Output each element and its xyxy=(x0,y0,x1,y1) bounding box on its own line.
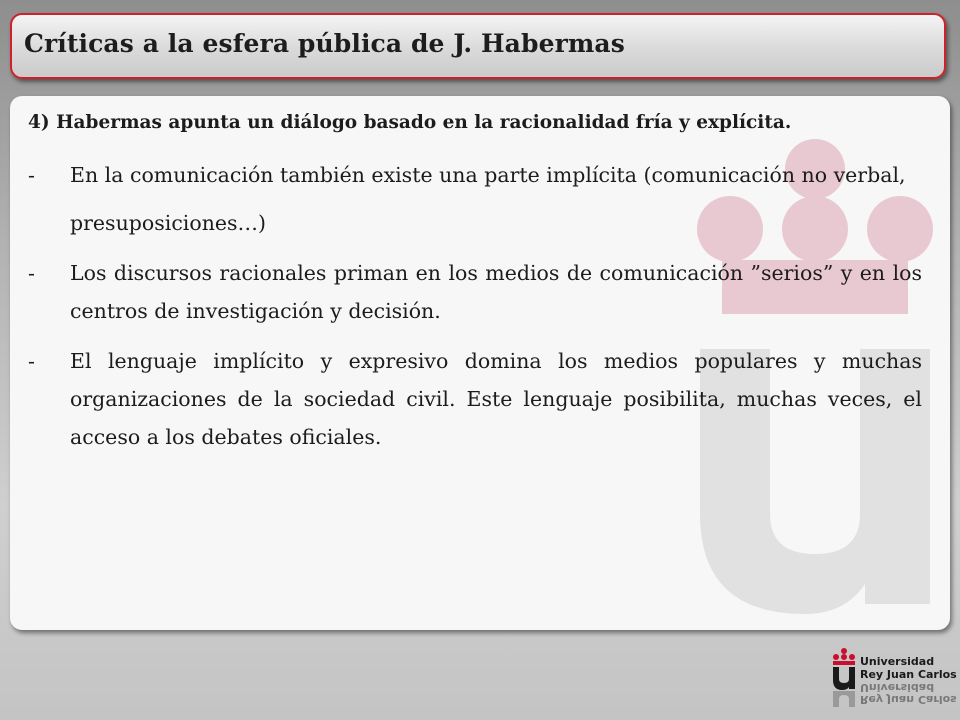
logo-line-universidad: Universidad xyxy=(860,655,935,668)
bullet-marker: - xyxy=(28,163,35,187)
university-logo xyxy=(830,645,957,715)
slide-title: Críticas a la esfera pública de J. Habermas xyxy=(24,29,625,58)
title-box xyxy=(10,13,946,79)
bullet-text: Los discursos racionales priman en los medios de comunicación ”serios” y en los centros de investigación y decisión. xyxy=(70,261,922,323)
bullet-marker: - xyxy=(28,349,35,373)
section-heading: 4) Habermas apunta un diálogo basado en la racionalidad fría y explícita. xyxy=(28,112,792,133)
slide-body xyxy=(28,110,922,456)
logo-reflection-line: Rey Juan Carlos xyxy=(860,693,957,706)
bullet-text: El lenguaje implícito y expresivo domina los medios populares y muchas organizaciones de la sociedad civil. Este lenguaje posibilita, muchas veces, el acceso a los debates oficiales. xyxy=(70,349,922,449)
urjc-u-icon xyxy=(830,647,858,709)
content-box xyxy=(10,96,950,630)
bullet-item xyxy=(28,342,922,456)
bullet-item xyxy=(28,254,922,330)
bullet-item xyxy=(28,156,922,194)
bullet-marker: - xyxy=(28,261,35,285)
logo-line-rey-juan-carlos: Rey Juan Carlos xyxy=(860,668,957,681)
logo-reflection-line: Universidad xyxy=(860,681,935,694)
logo-reflection xyxy=(860,681,957,705)
logo-text xyxy=(860,655,957,705)
bullet-continuation: presuposiciones…) xyxy=(70,211,267,235)
bullet-text: En la comunicación también existe una parte implícita (comunicación no verbal, xyxy=(70,163,906,187)
